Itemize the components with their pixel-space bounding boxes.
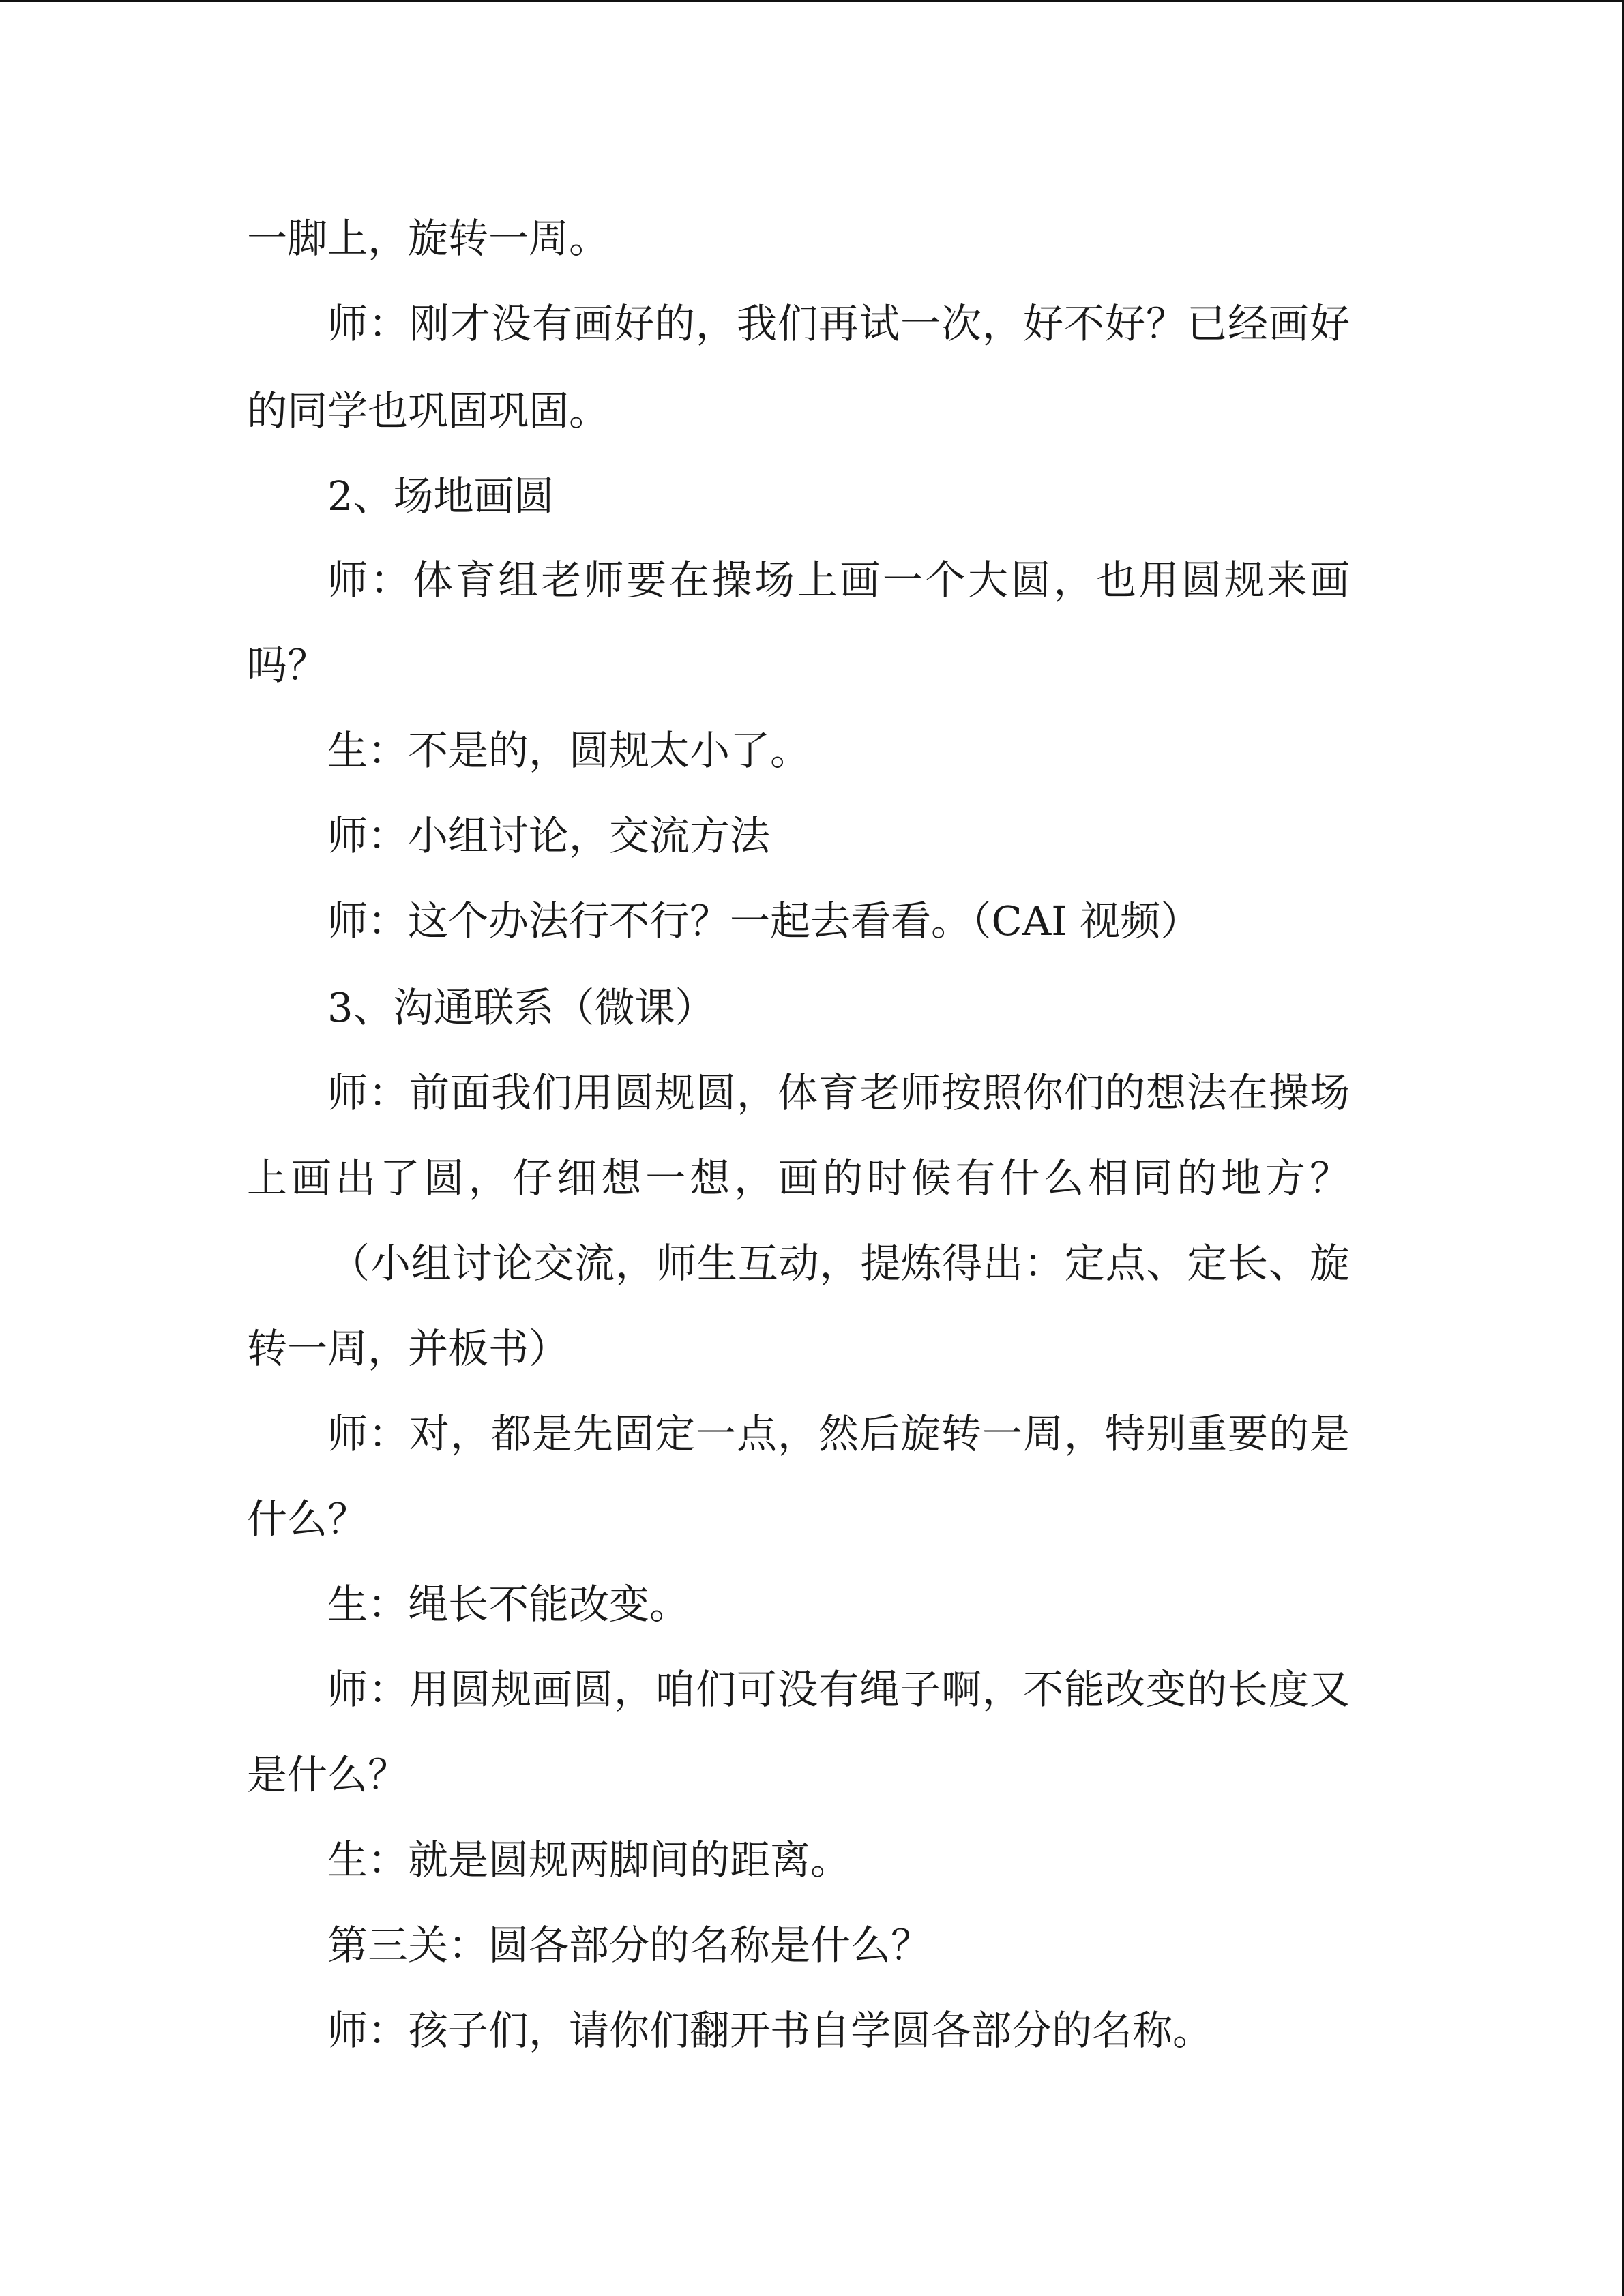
text-line: 师：刚才没有画好的，我们再试一次，好不好？已经画好: [327, 300, 1350, 347]
section-heading: 3、沟通联系（微课）: [327, 984, 715, 1031]
text-line: 是什么？: [247, 1751, 409, 1798]
text-line: 师：对，都是先固定一点，然后旋转一周，特别重要的是: [327, 1410, 1350, 1457]
text-line: 师：这个办法行不行？一起去看看。（CAI 视频）: [327, 897, 1201, 944]
text-line: 生：绳长不能改变。: [327, 1581, 690, 1628]
text-line: 生：不是的，圆规太小了。: [327, 727, 811, 774]
text-line: 师：小组讨论，交流方法: [327, 812, 771, 859]
text-line: 师：用圆规画圆，咱们可没有绳子啊，不能改变的长度又: [327, 1666, 1350, 1713]
text-line: 的同学也巩固巩固。: [247, 387, 610, 434]
text-line: 生：就是圆规两脚间的距离。: [327, 1836, 851, 1883]
text-line: 师：前面我们用圆规圆，体育老师按照你们的想法在操场: [327, 1069, 1350, 1116]
text-line: 上画出了圆，仔细想一想，画的时候有什么相同的地方？: [247, 1154, 1350, 1202]
text-line: （小组讨论交流，师生互动，提炼得出：定点、定长、旋: [329, 1240, 1350, 1287]
section-heading: 第三关：圆各部分的名称是什么？: [327, 1922, 932, 1969]
section-heading: 2、场地画圆: [327, 473, 555, 520]
text-line: 吗？: [247, 642, 328, 689]
text-line: 一脚上，旋转一周。: [247, 215, 610, 262]
text-line: 什么？: [247, 1495, 368, 1542]
text-line: 师：体育组老师要在操场上画一个大圆，也用圆规来画: [327, 556, 1350, 603]
text-line: 师：孩子们，请你们翻开书自学圆各部分的名称。: [327, 2007, 1213, 2054]
document-body: [0, 2, 1622, 2296]
text-line: 转一周，并板书）: [247, 1325, 570, 1372]
